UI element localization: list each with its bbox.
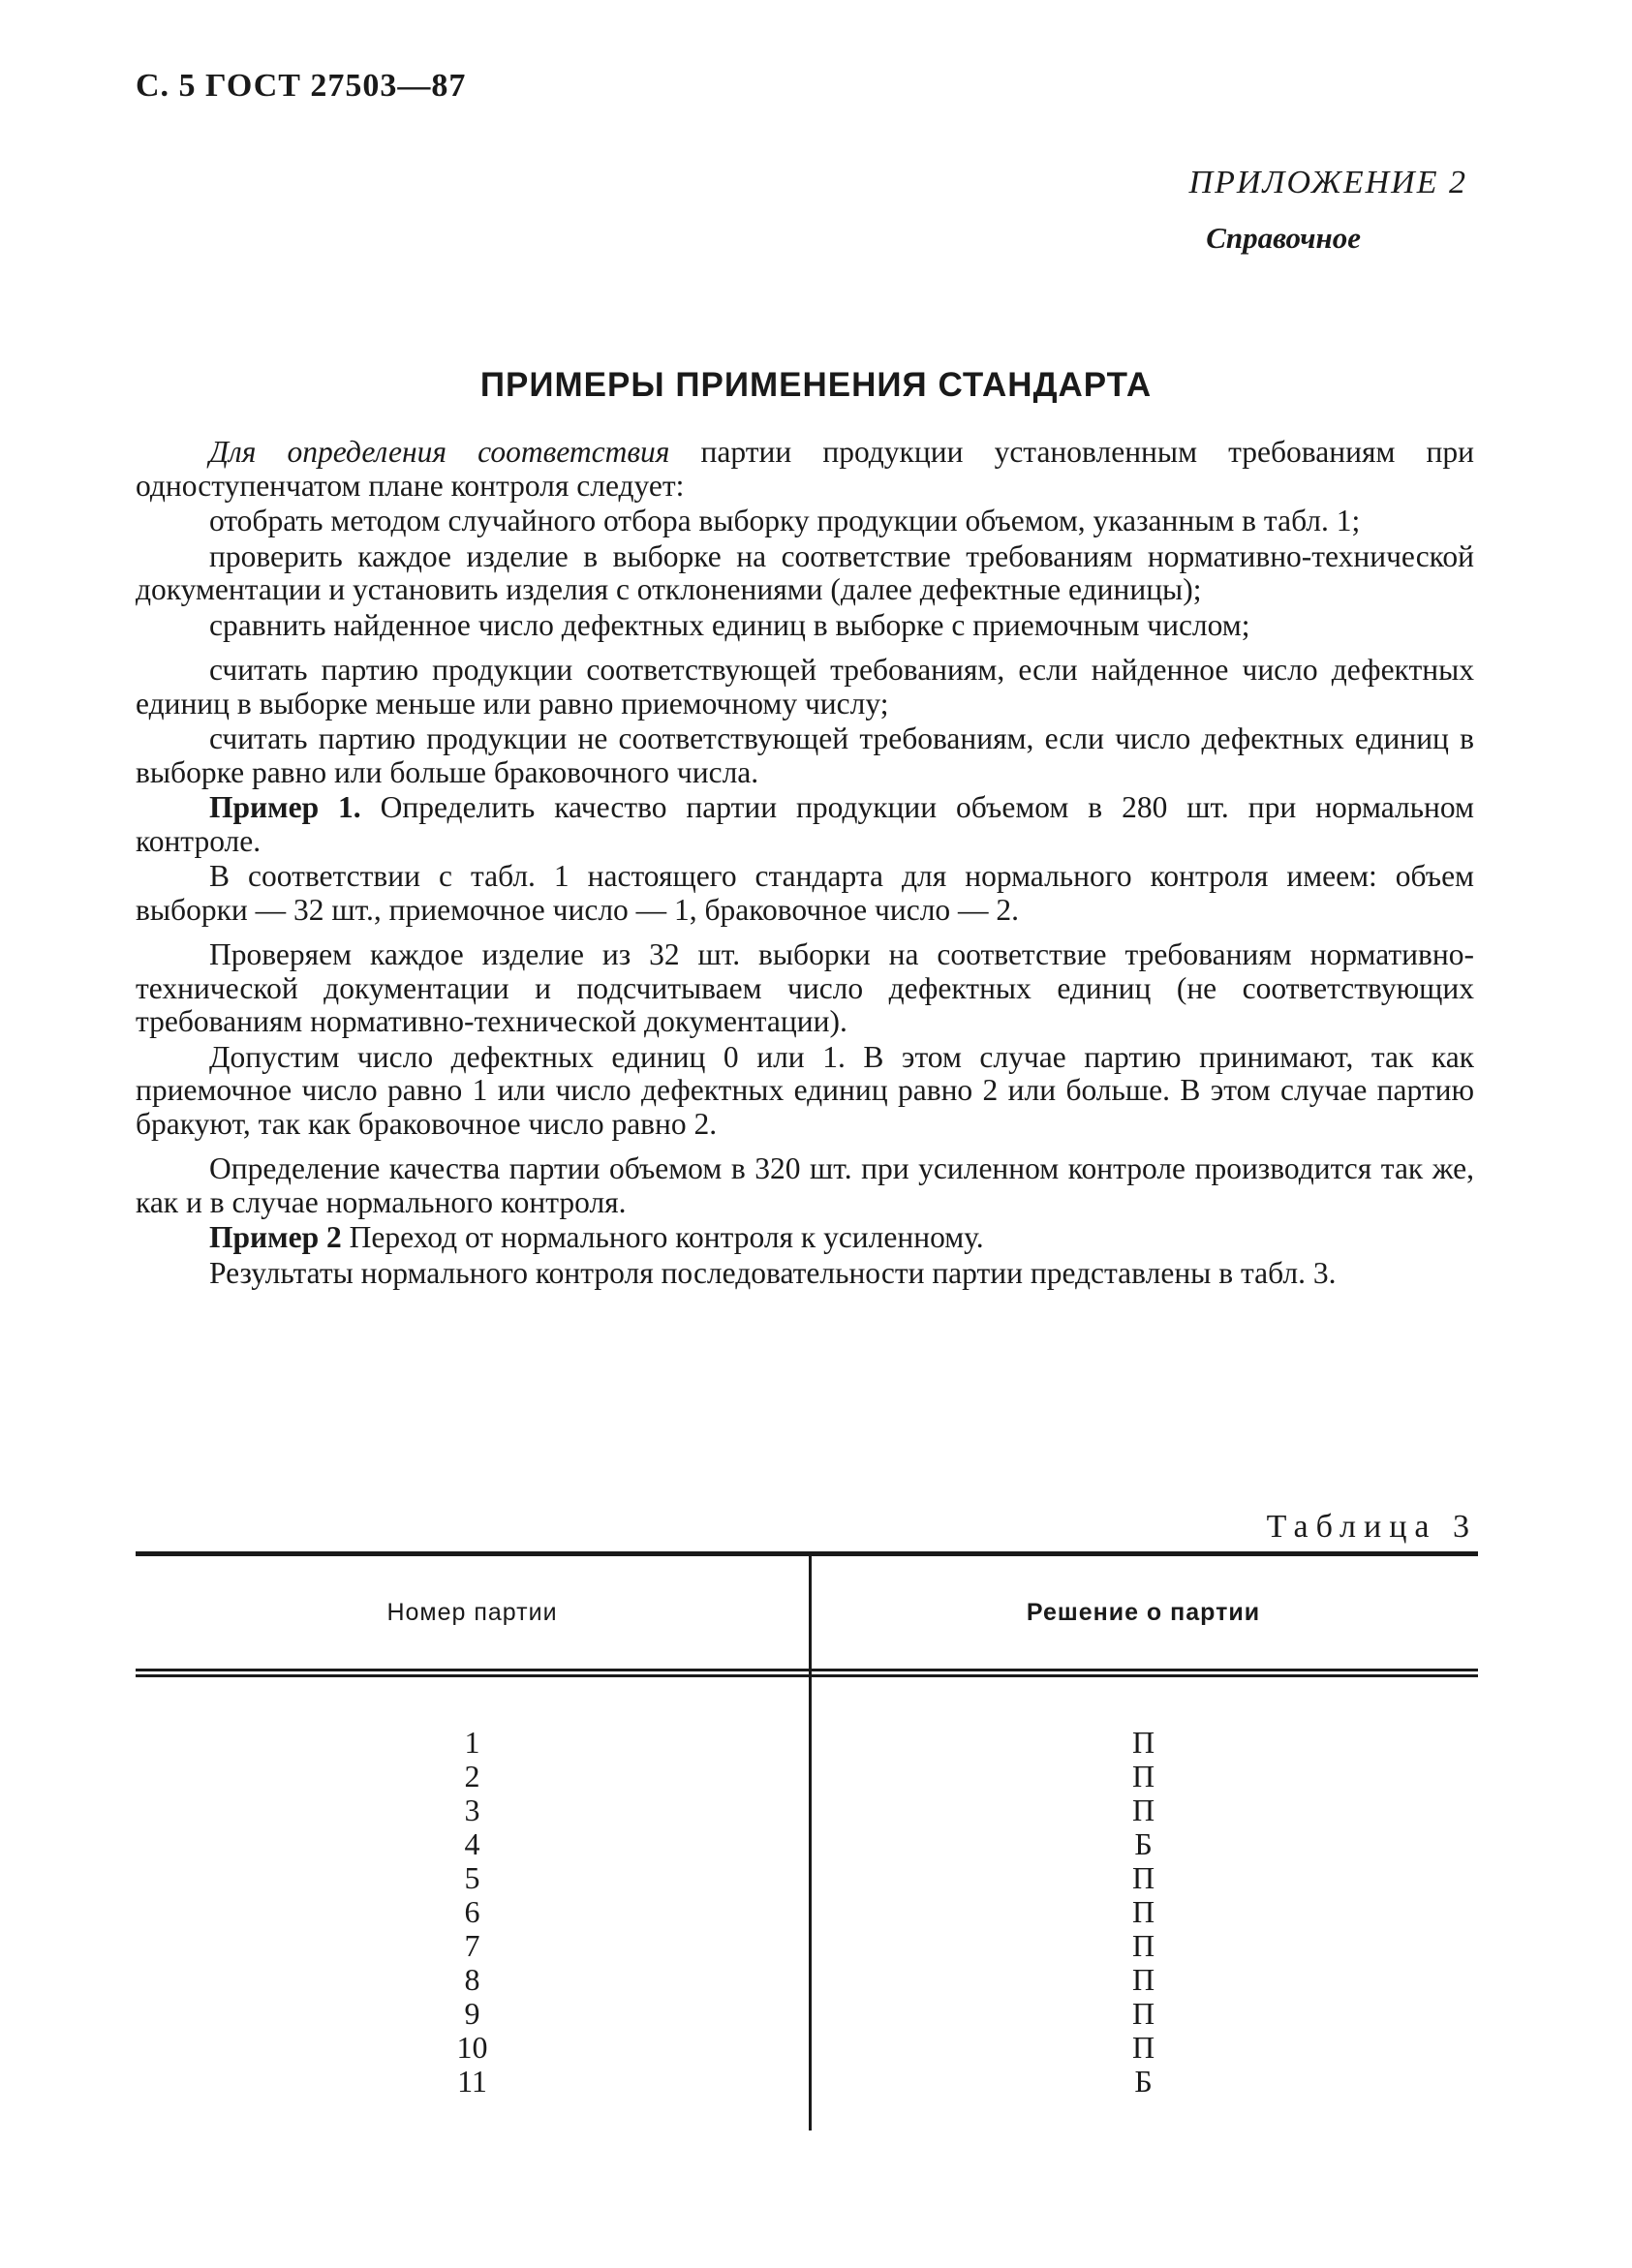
decision-cell: П bbox=[1131, 2030, 1155, 2065]
table-header-rule bbox=[136, 1669, 1478, 1677]
lot-number-cell: 1 bbox=[464, 1725, 480, 1760]
paragraph bbox=[136, 791, 1474, 858]
decision-cell: Б bbox=[1134, 2064, 1153, 2099]
paragraph: Допустим число дефектных единиц 0 или 1. В этом случае партию принимают, так как приемочное число равно 1 или число дефектных единиц равно 2 или больше. В этом случае партию бракуют, так как браковочное число равно 2. bbox=[136, 1039, 1474, 1141]
table-caption: Таблица 3 bbox=[1266, 1509, 1477, 1545]
lot-number-cell: 10 bbox=[456, 2030, 488, 2065]
paragraph-text: партии продукции установленным требованиям при одноступенчатом плане контроля следует: bbox=[136, 435, 1474, 503]
decision-cell: П bbox=[1131, 1793, 1155, 1827]
lot-number-cell: 4 bbox=[464, 1826, 480, 1861]
lot-number-cell: 7 bbox=[464, 1928, 480, 1963]
lots-table bbox=[136, 1551, 1478, 2099]
decision-cell: П bbox=[1131, 1725, 1155, 1760]
decision-cell: П bbox=[1131, 1928, 1155, 1963]
paragraph: считать партию продукции не соответствующей требованиям, если число дефектных единиц в выборке равно или больше браковочного числа. bbox=[136, 721, 1474, 789]
paragraph-text: Переход от нормального контроля к усиленному. bbox=[341, 1220, 984, 1254]
paragraph-text: Определить качество партии продукции объемом в 280 шт. при нормальном контроле. bbox=[136, 790, 1474, 858]
document-title: ПРИМЕРЫ ПРИМЕНЕНИЯ СТАНДАРТА bbox=[479, 366, 1153, 404]
example-label: Пример 1. bbox=[209, 790, 361, 824]
paragraph bbox=[136, 436, 1474, 503]
decision-cell: П bbox=[1131, 1962, 1155, 1997]
lot-number-cell: 6 bbox=[464, 1894, 480, 1929]
table-column-divider bbox=[809, 1551, 812, 2130]
column-header-lot-number: Номер партии bbox=[386, 1598, 558, 1626]
table-body bbox=[136, 1677, 1478, 2099]
lot-number-cell: 5 bbox=[464, 1860, 480, 1895]
paragraph: Результаты нормального контроля последовательности партии представлены в табл. 3. bbox=[209, 1255, 1337, 1290]
page-header: С. 5 ГОСТ 27503—87 bbox=[136, 68, 467, 104]
paragraph bbox=[136, 1221, 1474, 1255]
lot-number-cell: 8 bbox=[464, 1962, 480, 1997]
paragraph: сравнить найденное число дефектных единиц в выборке с приемочным числом; bbox=[209, 607, 1250, 642]
body-text bbox=[136, 436, 1474, 1292]
decision-cell: П bbox=[1131, 1759, 1155, 1793]
paragraph: Проверяем каждое изделие из 32 шт. выборки на соответствие требованиям нормативно-технической документации и подсчитываем число дефектных единиц (не соответствующих требованиям нормативно-технической документации). bbox=[136, 937, 1474, 1038]
paragraph-lead: Для определения соответствия bbox=[209, 435, 670, 469]
lot-number-cell: 3 bbox=[464, 1793, 480, 1827]
table-header bbox=[136, 1556, 1478, 1669]
lot-number-cell: 2 bbox=[464, 1759, 480, 1793]
paragraph: считать партию продукции соответствующей требованиям, если найденное число дефектных единиц в выборке меньше или равно приемочному числу; bbox=[136, 653, 1474, 720]
decision-cell: П bbox=[1131, 1894, 1155, 1929]
lot-number-cell: 9 bbox=[464, 1996, 480, 2031]
lot-number-cell: 11 bbox=[457, 2064, 487, 2099]
paragraph: Определение качества партии объемом в 320 шт. при усиленном контроле производится так же, как и в случае нормального контроля. bbox=[136, 1151, 1474, 1219]
decision-cell: П bbox=[1131, 1996, 1155, 2031]
column-header-decision: Решение о партии bbox=[1026, 1598, 1261, 1626]
decision-cell: П bbox=[1131, 1860, 1155, 1895]
decision-cell: Б bbox=[1134, 1826, 1153, 1861]
paragraph: В соответствии с табл. 1 настоящего стандарта для нормального контроля имеем: объем выборки — 32 шт., приемочное число — 1, браковочное число — 2. bbox=[136, 859, 1474, 927]
paragraph: отобрать методом случайного отбора выборку продукции объемом, указанным в табл. 1; bbox=[209, 504, 1361, 537]
paragraph: проверить каждое изделие в выборке на соответствие требованиям нормативно-технической документации и установить изделия с отклонениями (далее дефектные единицы); bbox=[136, 538, 1474, 606]
appendix-label: ПРИЛОЖЕНИЕ 2 bbox=[1188, 165, 1467, 200]
appendix-type: Справочное bbox=[1206, 221, 1361, 255]
decision-column bbox=[809, 1726, 1478, 2099]
lot-number-column bbox=[136, 1726, 809, 2099]
example-label: Пример 2 bbox=[209, 1220, 342, 1254]
